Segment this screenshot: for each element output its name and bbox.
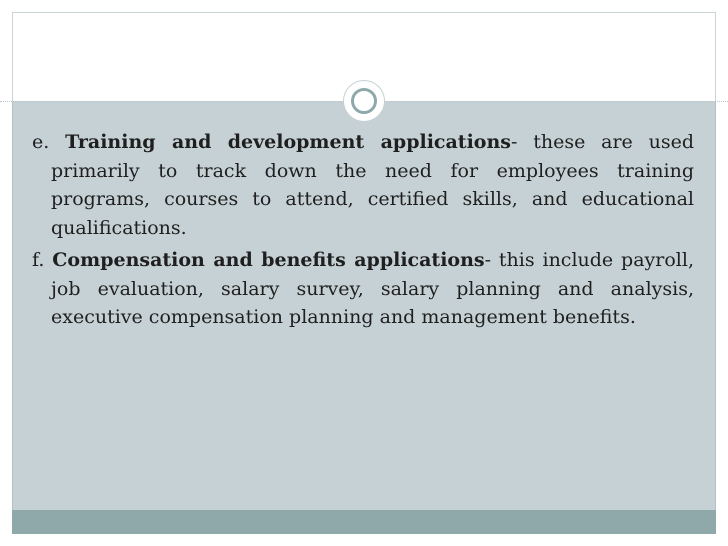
footer-bar (12, 510, 716, 534)
item-description: - this include payroll, job evaluation, salary survey, salary planning and analysis, executive compensation planning and management benefits. (51, 249, 694, 328)
list-item-training (32, 128, 694, 242)
ring-ornament-icon (343, 80, 385, 122)
list-item-compensation (32, 246, 694, 332)
item-description: - these are used primarily to track down the need for employees training programs, courses to attend, certified skills, and educational qualifications. (51, 131, 695, 239)
item-term: Compensation and benefits applications (52, 249, 485, 271)
slide-body (32, 128, 694, 336)
item-term: Training and development applications (65, 131, 511, 153)
item-prefix: e. (32, 131, 50, 153)
item-prefix: f. (32, 249, 45, 271)
